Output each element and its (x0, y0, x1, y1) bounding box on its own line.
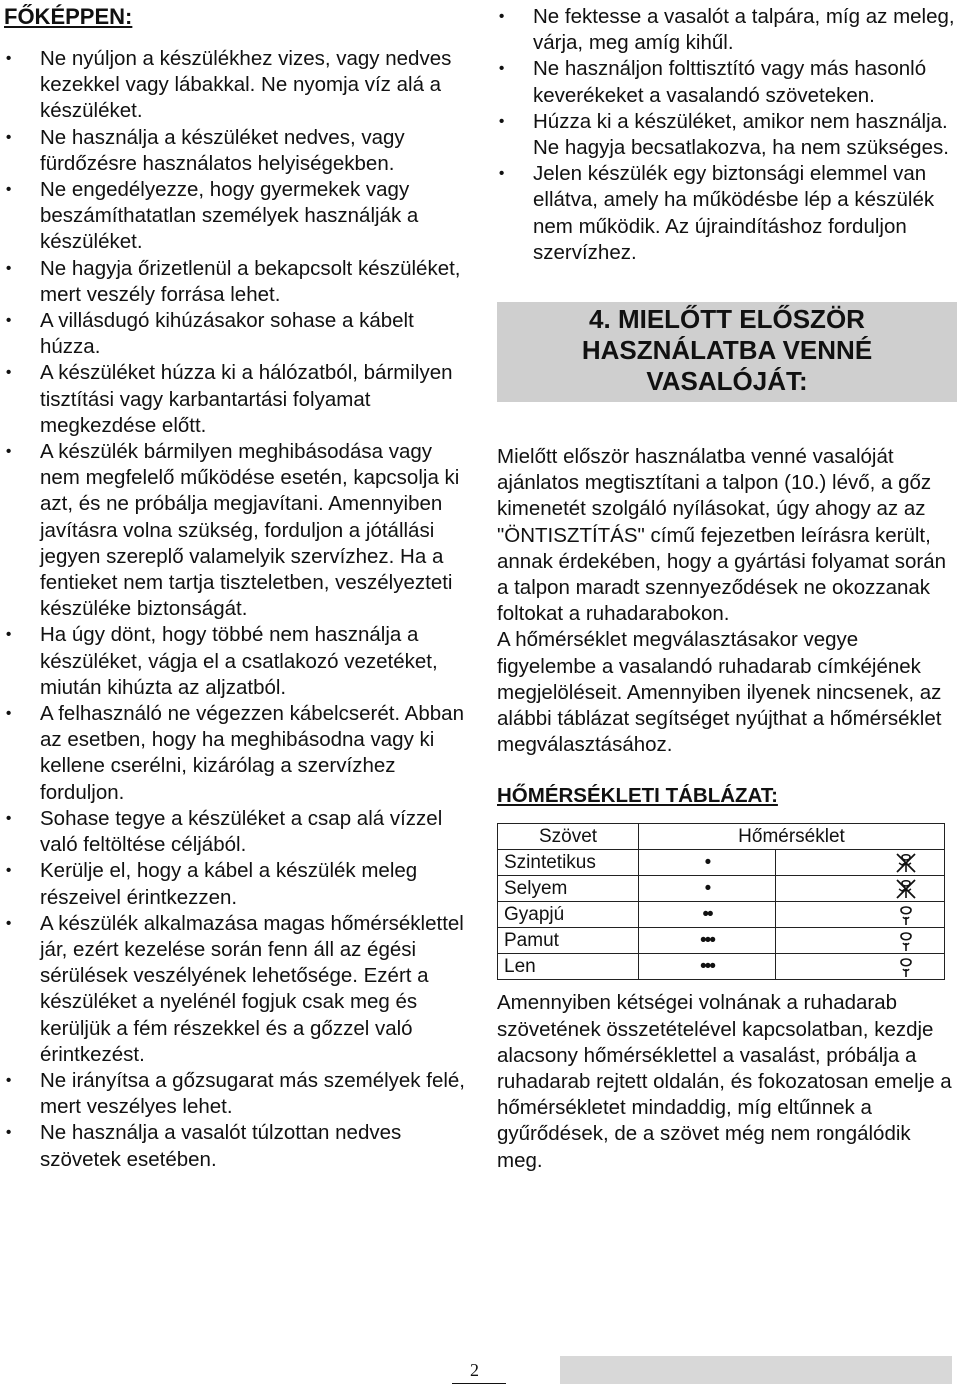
intro-paragraph: Mielőtt először használatba venné vasalóját ajánlatos megtisztítani a talpon (10.) lévő, a gőz kimenetét szolgáló nyílásokat, úgy ahogy az az "ÖNTISZTÍTÁS" című fejezetben leírásra került, annak érdekében, hogy a gyártási folyamat során a talpon maradt szennyeződések ne okozzanak foltokat a ruhadarabokon. (497, 445, 946, 626)
bullet-icon: • (6, 626, 12, 644)
list-item: • Ha úgy dönt, hogy többé nem használja a készüléket, vágja el a csatlakozó vezetéket, miután kihúzta az aljzatból. (6, 623, 438, 699)
table-row (498, 902, 945, 928)
list-item: • Ne használja a készüléket nedves, vagy fürdőzésre használatos helyiségekben. (6, 125, 405, 175)
no-steam-icon (894, 877, 918, 901)
temperature-dots: • (639, 876, 776, 902)
temperature-paragraph: A hőmérséklet megválasztásakor vegye figyelembe a vasalandó ruhadarab címkéjének megjelöléseit. Amennyiben ilyenek nincsenek, az alábbi táblázat segítséget nyújthat a hőmérséklet megválasztásához. (497, 628, 942, 757)
table-row (498, 928, 945, 954)
safety-list (4, 46, 470, 1173)
table-row (498, 876, 945, 902)
bullet-icon: • (6, 50, 12, 67)
bullet-icon: • (6, 312, 12, 330)
bullet-icon: • (499, 165, 505, 183)
temperature-dots: ••• (639, 928, 776, 954)
fabric-cell: Pamut (498, 928, 639, 954)
bullet-icon: • (6, 1071, 12, 1089)
list-item: • Húzza ki a készüléket, amikor nem használja. Ne hagyja becsatlakozva, ha nem szükséges. (499, 109, 949, 160)
list-item: • Ne fektesse a vasalót a talpára, míg az meleg, várja, meg amíg kihűl. (499, 5, 955, 55)
bullet-icon: • (499, 8, 505, 25)
temperature-dots: ••• (639, 954, 776, 980)
page-number: 2 (470, 1360, 479, 1380)
table-header-row (498, 824, 945, 850)
list-item: • Ne irányítsa a gőzsugarat más személyek felé, mert veszélyes lehet. (6, 1068, 465, 1119)
bullet-icon: • (6, 443, 12, 461)
steam-icon (894, 955, 918, 979)
list-item: • A készülék alkalmazása magas hőmérséklettel jár, ezért kezelése során fenn áll az égési sérülések veszélyének lehetősége. Ezért a készüléket a nyelénél fogjuk csak meg és kerüljük a fém részekkel és a gőzzel való érintkezést. (6, 911, 464, 1066)
bullet-icon: • (6, 364, 12, 382)
temperature-dots: •• (639, 902, 776, 928)
bullet-icon: • (6, 128, 12, 146)
list-item: • Sohase tegye a készüléket a csap alá vízzel való feltöltése céljából. (6, 806, 443, 857)
list-item: • A felhasználó ne végezzen kábelcserét. Abban az esetben, hogy ha meghibásodna vagy ki kellene cserélni, kizárólag a szervízhez forduljon. (6, 702, 464, 804)
list-item: • A készüléket húzza ki a hálózatból, bármilyen tisztítási vagy karbantartási folyamat megkezdése előtt. (6, 361, 453, 437)
bullet-icon: • (6, 862, 12, 880)
footer-shade-bar (560, 1356, 952, 1384)
list-item: • Ne hagyja őrizetlenül a bekapcsolt készüléket, mert veszély forrása lehet. (6, 256, 461, 306)
column-header: Szövet (498, 824, 639, 850)
safety-list-continued (497, 4, 957, 266)
right-column (497, 4, 957, 1174)
list-item: • A készülék bármilyen meghibásodása vagy nem megfelelő működése esetén, kapcsolja ki azt, és ne próbálja megjavítani. Amennyiben javításra volna szükség, forduljon a jótállási jegyen szereplő valamelyik szervízhez. Ha a fentieket nem tartja tiszteletben, veszélyezteti készüléke biztonságát. (6, 440, 460, 621)
section-title-line: 4. MIELŐTT ELŐSZÖR (589, 304, 865, 335)
list-item: • Kerülje el, hogy a kábel a készülék meleg részeivel érintkezzen. (6, 859, 418, 909)
bullet-icon: • (6, 1124, 12, 1142)
fabric-cell: Len (498, 954, 639, 980)
column-header: Hőmérséklet (639, 824, 945, 850)
page-number-underline (452, 1383, 506, 1384)
temperature-dots: • (639, 850, 776, 876)
section-title-box (497, 302, 957, 402)
fabric-cell: Szintetikus (498, 850, 639, 876)
bullet-icon: • (6, 809, 12, 827)
steam-icon (894, 903, 918, 927)
list-item: • Ne nyúljon a készülékhez vizes, vagy nedves kezekkel vagy lábakkal. Ne nyomja víz alá a készüléket. (6, 47, 452, 123)
fabric-cell: Selyem (498, 876, 639, 902)
temperature-table (497, 823, 945, 980)
section-title-line: HASZNÁLATBA VENNÉ (581, 335, 873, 366)
list-item: • A villásdugó kihúzásakor sohase a kábelt húzza. (6, 309, 414, 359)
list-item: • Ne engedélyezze, hogy gyermekek vagy beszámíthatatlan személyek használják a készüléket. (6, 178, 419, 254)
bullet-icon: • (499, 60, 505, 78)
closing-paragraph: Amennyiben kétségei volnának a ruhadarab szövetének összetételével kapcsolatban, kezdje alacsony hőmérséklettel a vasalást, próbálja a ruhadarab rejtett oldalán, és fokozatosan emelje a hőmérsékletet mindaddig, míg eltűnnek a gyűrődések, de a szövet még nem rongálódik meg. (497, 991, 952, 1172)
section-heading: FŐKÉPPEN: (4, 4, 133, 29)
table-heading: HŐMÉRSÉKLETI TÁBLÁZAT: (497, 784, 778, 808)
no-steam-icon (894, 851, 918, 875)
left-column (4, 4, 470, 1173)
table-row (498, 850, 945, 876)
list-item: • Ne használjon folttisztító vagy más hasonló keverékeket a vasalandó szöveteken. (499, 57, 927, 107)
list-item: • Jelen készülék egy biztonsági elemmel van ellátva, amely ha működésbe lép a készülék nem működik. Az újraindításhoz forduljon szervízhez. (499, 162, 935, 264)
bullet-icon: • (6, 259, 12, 277)
bullet-icon: • (6, 914, 12, 932)
section-title-line: VASALÓJÁT: (646, 366, 808, 397)
bullet-icon: • (6, 705, 12, 723)
table-row (498, 954, 945, 980)
bullet-icon: • (499, 112, 505, 130)
fabric-cell: Gyapjú (498, 902, 639, 928)
steam-icon (894, 929, 918, 953)
bullet-icon: • (6, 181, 12, 199)
list-item: • Ne használja a vasalót túlzottan nedves szövetek esetében. (6, 1121, 402, 1171)
